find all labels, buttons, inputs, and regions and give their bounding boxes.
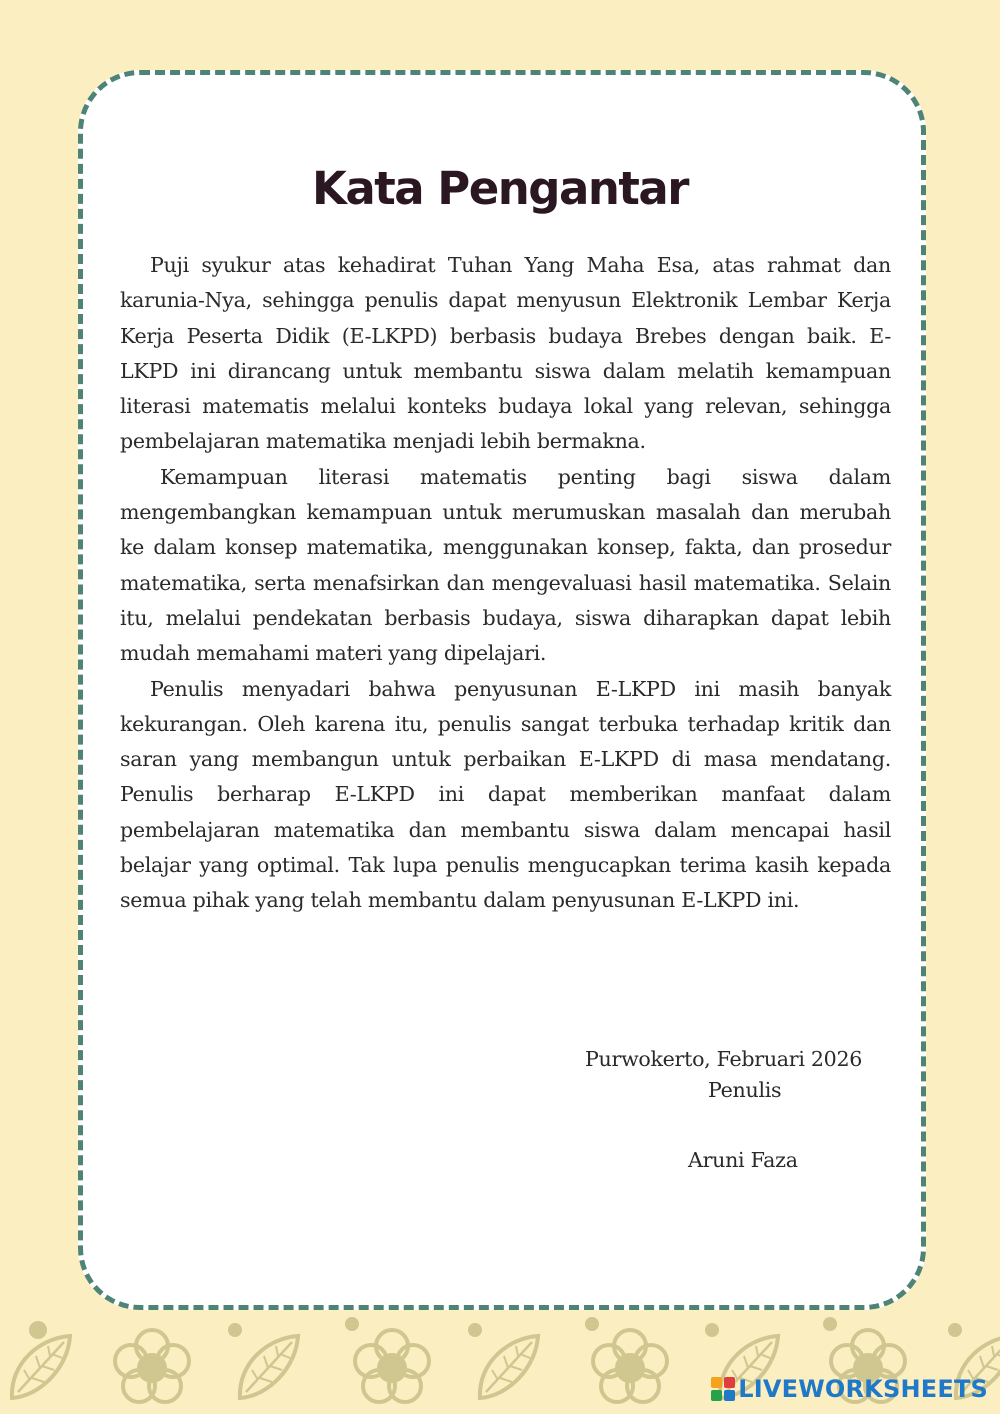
brand-name: LIVEWORKSHEETS — [738, 1375, 988, 1403]
liveworksheets-logo-icon — [710, 1376, 736, 1402]
signature-name: Aruni Faza — [688, 1148, 798, 1172]
signature-role: Penulis — [708, 1078, 782, 1102]
signature-place-date: Purwokerto, Februari 2026 — [585, 1047, 863, 1071]
liveworksheets-brand[interactable] — [710, 1374, 988, 1404]
paragraph-1: Puji syukur atas kehadirat Tuhan Yang Maha Esa, atas rahmat dan karunia-Nya, sehingga penulis dapat menyusun Elektronik Lembar Kerja Kerja Peserta Didik (E-LKPD) berbasis budaya Brebes dengan baik. E-LKPD ini dirancang untuk membantu siswa dalam melatih kemampuan literasi matematis melalui konteks budaya lokal yang relevan, sehingga pembelajaran matematika menjadi lebih bermakna. — [120, 253, 891, 454]
foreword-body — [120, 248, 891, 919]
paragraph-2: Kemampuan literasi matematis penting bagi siswa dalam mengembangkan kemampuan untuk merumuskan masalah dan merubah ke dalam konsep matematika, menggunakan konsep, fakta, dan prosedur matematika, serta menafsirkan dan mengevaluasi hasil matematika. Selain itu, melalui pendekatan berbasis budaya, siswa diharapkan dapat lebih mudah memahami materi yang dipelajari. — [120, 464, 891, 666]
paragraph-3: Penulis menyadari bahwa penyusunan E-LKPD ini masih banyak kekurangan. Oleh karena itu, penulis sangat terbuka terhadap kritik dan saran yang membangun untuk perbaikan E-LKPD di masa mendatang. Penulis berharap E-LKPD ini dapat memberikan manfaat dalam pembelajaran matematika dan membantu siswa dalam mencapai hasil belajar yang optimal. Tak lupa penulis mengucapkan terima kasih kepada semua pihak yang telah membantu dalam penyusunan E-LKPD ini. — [120, 676, 891, 913]
page-title: Kata Pengantar — [311, 162, 688, 215]
